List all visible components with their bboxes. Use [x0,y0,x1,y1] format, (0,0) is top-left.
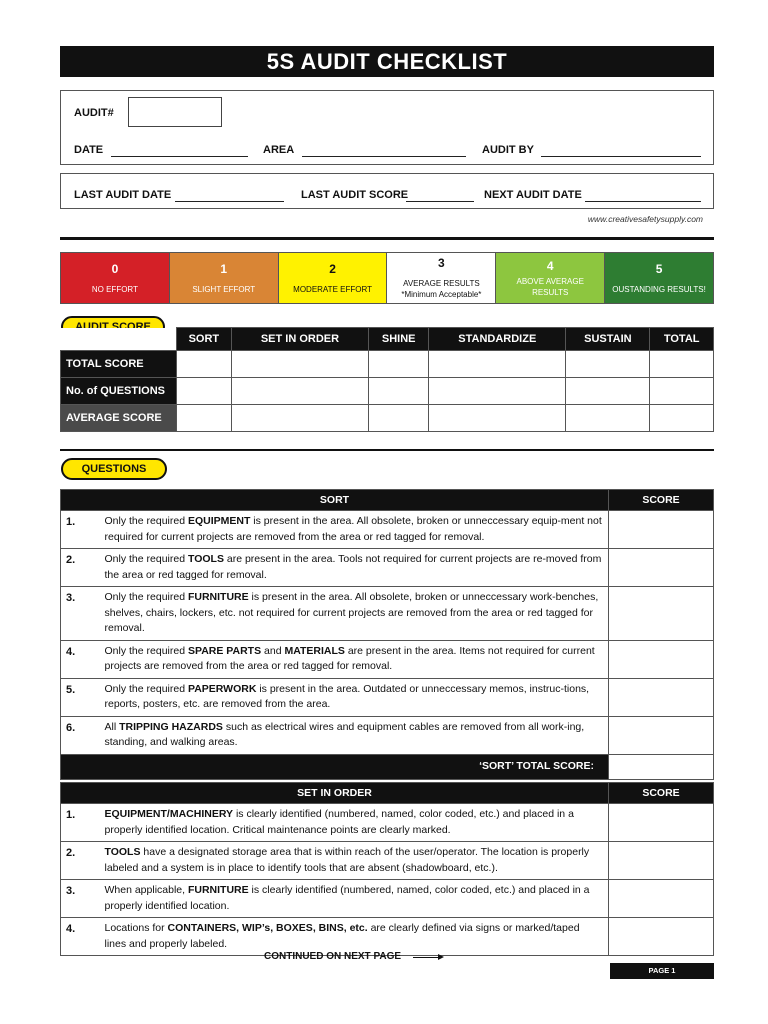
question-text: TOOLS have a designated storage area that is within reach of the user/operator. The location is properly labeled and a system is in place to identify tools that are absent (shadowboard, etc.). [101,842,609,880]
audit-info-box [60,90,714,165]
score-header: SCORE [609,490,714,511]
score-cell[interactable] [429,351,566,378]
question-number: 2. [61,842,101,880]
score-cell[interactable] [609,587,714,641]
table-row [61,378,714,405]
question-number: 5. [61,678,101,716]
score-cell[interactable] [609,880,714,918]
date-field[interactable] [111,156,248,157]
score-cell[interactable] [231,405,368,432]
sort-total-cell[interactable] [609,754,714,779]
scale-desc: SLIGHT EFFORT [192,284,256,294]
col-header: SHINE [369,328,429,351]
score-cell[interactable] [566,405,650,432]
right-arrow-icon [413,957,441,958]
date-label: DATE [74,144,104,156]
question-text: When applicable, FURNITURE is clearly identified (numbered, named, color coded, etc.) and placed in a properly identified location. [101,880,609,918]
row-label: No. of QUESTIONS [61,378,177,405]
question-row [61,640,714,678]
score-cell[interactable] [231,378,368,405]
question-text: Only the required TOOLS are present in the area. Tools not required for current projects are re-moved from the area or red tagged for removal. [101,549,609,587]
total-row [61,754,714,779]
sort-header: SORT [61,490,609,511]
question-row [61,918,714,956]
page-title: 5S AUDIT CHECKLIST [60,46,714,77]
question-number: 4. [61,640,101,678]
scale-desc: MODERATE EFFORT [293,284,372,294]
score-cell[interactable] [566,378,650,405]
question-number: 4. [61,918,101,956]
scale-desc: AVERAGE RESULTS *Minimum Acceptable* [401,279,482,299]
scale-number: 2 [329,261,336,276]
table-row [61,405,714,432]
question-row [61,804,714,842]
question-number: 3. [61,587,101,641]
question-text: EQUIPMENT/MACHINERY is clearly identified (numbered, named, color coded, etc.) and placed in a properly identified location. Critical maintenance points are clearly marked. [101,804,609,842]
score-cell[interactable] [650,378,714,405]
area-label: AREA [263,144,295,156]
section-divider [60,449,714,451]
scale-number: 1 [220,261,228,276]
last-audit-box [60,173,714,209]
score-cell[interactable] [369,405,429,432]
set-in-order-table [60,782,714,956]
score-cell[interactable] [650,351,714,378]
question-row [61,549,714,587]
score-cell[interactable] [429,405,566,432]
question-text: All TRIPPING HAZARDS such as electrical wires and equipment cables are removed from all work-ing, standing, and walking areas. [101,716,609,754]
score-cell[interactable] [177,351,232,378]
question-text: Only the required SPARE PARTS and MATERIALS are present in the area. Items not required for current projects are removed from the area or red tagged for removal. [101,640,609,678]
col-header: SUSTAIN [566,328,650,351]
question-number: 3. [61,880,101,918]
question-text: Only the required PAPERWORK is present in the area. Outdated or unneccessary memos, instruc-tions, reports, posters, etc. are removed from the area. [101,678,609,716]
score-cell[interactable] [609,678,714,716]
last-audit-date-field[interactable] [175,201,284,202]
question-row [61,678,714,716]
row-label: AVERAGE SCORE [61,405,177,432]
question-row [61,880,714,918]
scale-cell-3 [387,253,496,303]
score-cell[interactable] [609,918,714,956]
scale-number: 3 [438,256,445,270]
score-cell[interactable] [177,378,232,405]
score-cell[interactable] [609,640,714,678]
scale-desc: NO EFFORT [91,284,138,294]
scale-number: 5 [655,261,663,276]
scale-cell-2 [279,253,388,303]
audit-number-field[interactable] [128,97,222,127]
col-header: SET IN ORDER [231,328,368,351]
question-number: 1. [61,511,101,549]
score-cell[interactable] [650,405,714,432]
scale-number: 4 [546,258,554,273]
question-row [61,716,714,754]
question-text: Locations for CONTAINERS, WIP’s, BOXES, BINS, etc. are clearly defined via signs or marked/taped lines and properly labeled. [101,918,609,956]
last-audit-score-field[interactable] [406,201,474,202]
question-text: Only the required EQUIPMENT is present in the area. All obsolete, broken or unneccessary equip-ment not required for current projects are removed from the area or red tagged for removal. [101,511,609,549]
audit-number-label: AUDIT# [74,107,114,119]
score-cell[interactable] [609,842,714,880]
scale-cell-4 [496,253,605,303]
website-link: www.creativesafetysupply.com [587,214,703,224]
question-text: Only the required FURNITURE is present in the area. All obsolete, broken or unneccessary work-benches, shelves, chairs, lockers, etc. not required for current projects are removed from the area or red tagged for removal. [101,587,609,641]
scale-cell-1 [170,253,279,303]
score-cell[interactable] [609,716,714,754]
question-number: 1. [61,804,101,842]
scale-desc: OUSTANDING RESULTS! [612,284,706,294]
scale-desc: ABOVE AVERAGE RESULTS [516,276,584,297]
page-number-tag: PAGE 1 [610,963,714,979]
score-cell[interactable] [369,378,429,405]
scale-number: 0 [111,261,119,276]
question-row [61,842,714,880]
question-row [61,511,714,549]
score-cell[interactable] [609,511,714,549]
score-table-corner [61,328,177,351]
questions-pill: QUESTIONS [61,458,167,480]
scale-cell-0 [61,253,170,303]
area-field[interactable] [302,156,466,157]
question-number: 6. [61,716,101,754]
last-audit-score-label: LAST AUDIT SCORE [301,189,409,201]
score-cell[interactable] [369,351,429,378]
next-audit-date-label: NEXT AUDIT DATE [484,189,582,201]
sort-table [60,489,714,780]
section-divider [60,237,714,240]
score-cell[interactable] [609,549,714,587]
audit-by-field[interactable] [541,156,701,157]
scale-cell-5 [605,253,713,303]
question-number: 2. [61,549,101,587]
table-row [61,351,714,378]
sort-total-label: ‘SORT’ TOTAL SCORE: [61,754,609,779]
score-cell[interactable] [566,351,650,378]
col-header: TOTAL [650,328,714,351]
last-audit-date-label: LAST AUDIT DATE [74,189,172,201]
audit-by-label: AUDIT BY [482,144,534,156]
col-header: STANDARDIZE [429,328,566,351]
score-header: SCORE [609,783,714,804]
score-cell[interactable] [231,351,368,378]
score-cell[interactable] [177,405,232,432]
next-audit-date-field[interactable] [585,201,701,202]
continued-note: CONTINUED ON NEXT PAGE [264,951,402,962]
score-cell[interactable] [609,804,714,842]
set-in-order-header: SET IN ORDER [61,783,609,804]
row-label: TOTAL SCORE [61,351,177,378]
col-header: SORT [177,328,232,351]
rating-scale [60,252,714,304]
question-row [61,587,714,641]
score-cell[interactable] [429,378,566,405]
audit-score-table [60,327,714,432]
